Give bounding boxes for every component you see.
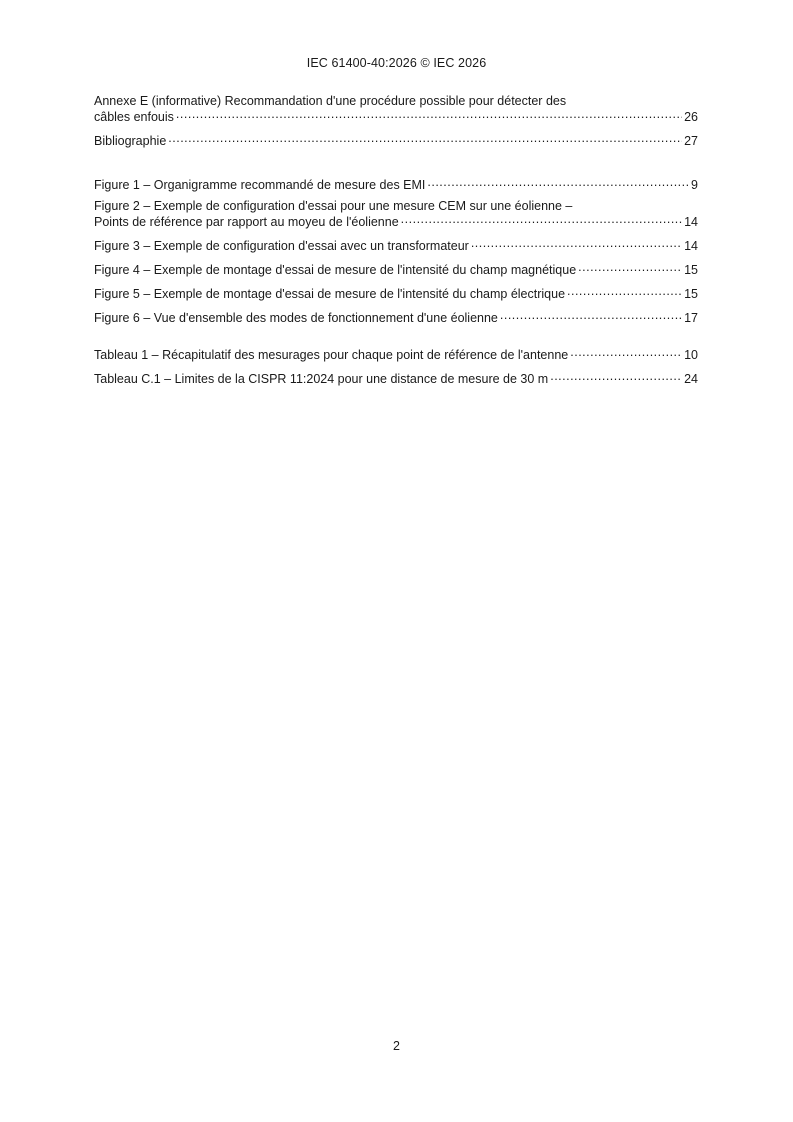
toc-annex-section <box>94 95 698 156</box>
toc-entry-text: Figure 3 – Exemple de configuration d'essai avec un transformateur <box>94 239 469 253</box>
toc-dot-leader <box>168 132 682 145</box>
toc-dot-leader <box>578 261 682 274</box>
toc-page-number: 15 <box>684 263 698 277</box>
toc-page-number: 15 <box>684 287 698 301</box>
toc-entry-figure-1[interactable] <box>94 176 698 192</box>
toc-entry-text: Points de référence par rapport au moyeu de l'éolienne <box>94 215 399 229</box>
toc-page-number: 24 <box>684 372 698 386</box>
toc-entry-text: Tableau 1 – Récapitulatif des mesurages pour chaque point de référence de l'antenne <box>94 348 569 362</box>
toc-entry-text: Figure 6 – Vue d'ensemble des modes de fonctionnement d'une éolienne <box>94 311 498 325</box>
toc-dot-leader <box>550 370 682 383</box>
toc-entry-figure-3[interactable] <box>94 237 698 253</box>
toc-dot-leader <box>427 176 689 189</box>
toc-entry-tableau-c1[interactable] <box>94 370 698 386</box>
toc-dot-leader <box>567 285 682 298</box>
toc-page-number: 27 <box>684 134 698 148</box>
toc-tables-section <box>94 346 698 394</box>
toc-entry-figure-6[interactable] <box>94 309 698 325</box>
toc-entry-figure-4[interactable] <box>94 261 698 277</box>
toc-entry-figure-2[interactable] <box>94 200 698 229</box>
toc-page-number: 10 <box>684 348 698 362</box>
toc-page-number: 14 <box>684 239 698 253</box>
toc-dot-leader <box>401 213 682 226</box>
toc-entry-text: câbles enfouis <box>94 110 174 124</box>
toc-dot-leader <box>570 346 682 359</box>
toc-page-number: 26 <box>684 110 698 124</box>
toc-page-number: 17 <box>684 311 698 325</box>
toc-dot-leader <box>176 108 682 121</box>
toc-dot-leader <box>471 237 682 250</box>
page-header: IEC 61400-40:2026 © IEC 2026 <box>306 56 487 70</box>
toc-entry-annex-e[interactable] <box>94 95 698 124</box>
toc-entry-text-line1: Figure 2 – Exemple de configuration d'essai pour une mesure CEM sur une éolienne – <box>94 199 573 213</box>
toc-entry-tableau-1[interactable] <box>94 346 698 362</box>
page-number: 2 <box>393 1039 400 1053</box>
toc-entry-figure-5[interactable] <box>94 285 698 301</box>
toc-entry-text: Tableau C.1 – Limites de la CISPR 11:2024 pour une distance de mesure de 30 m <box>94 372 549 386</box>
toc-page-number: 14 <box>684 215 698 229</box>
toc-dot-leader <box>500 309 682 322</box>
toc-entry-text-line1: Annexe E (informative) Recommandation d'une procédure possible pour détecter des <box>94 94 567 108</box>
toc-entry-text: Figure 1 – Organigramme recommandé de mesure des EMI <box>94 178 426 192</box>
toc-entry-bibliographie[interactable] <box>94 132 698 148</box>
toc-figures-section <box>94 176 698 333</box>
toc-page-number: 9 <box>691 178 698 192</box>
toc-entry-text: Figure 5 – Exemple de montage d'essai de mesure de l'intensité du champ électrique <box>94 287 566 301</box>
toc-entry-text: Bibliographie <box>94 134 167 148</box>
toc-entry-text: Figure 4 – Exemple de montage d'essai de mesure de l'intensité du champ magnétique <box>94 263 577 277</box>
